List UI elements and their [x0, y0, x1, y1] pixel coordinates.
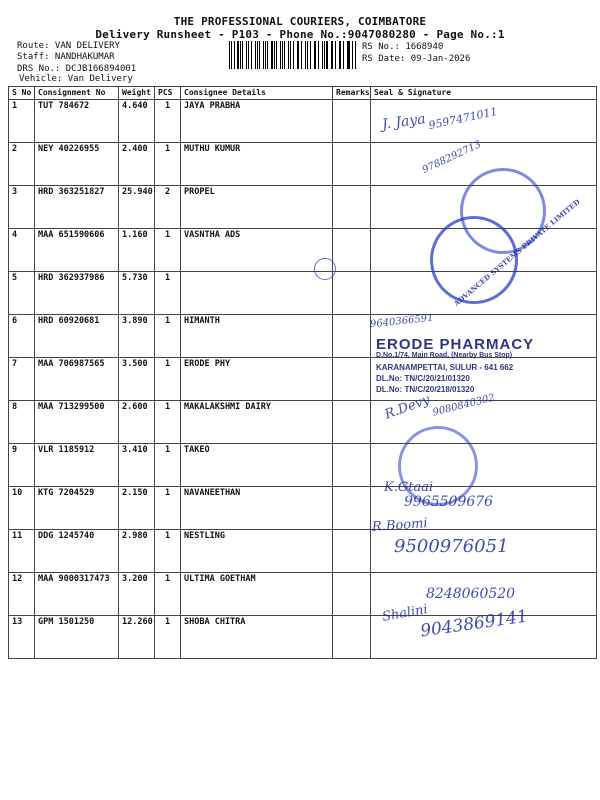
cell-consignee: NAVANEETHAN: [181, 487, 333, 530]
phone-row-6: 9640366591: [369, 312, 435, 331]
cell-pcs: 1: [155, 315, 181, 358]
barcode-bar: [248, 41, 249, 69]
page-title: THE PROFESSIONAL COURIERS, COIMBATORE: [173, 15, 427, 28]
pharmacy-stamp-line4: DL.No: TN/C/20/218/01320: [376, 385, 475, 394]
barcode-bar: [326, 41, 328, 69]
col-header-signature: Seal & Signature: [371, 87, 597, 100]
phone-row-10: 9965509676: [404, 494, 494, 510]
barcode-bar: [301, 41, 302, 69]
cell-consignment-no: NEY 40226955: [35, 143, 119, 186]
cell-sno: 3: [9, 186, 35, 229]
barcode-bar: [251, 41, 253, 69]
cell-sno: 6: [9, 315, 35, 358]
pharmacy-stamp-line1: D.No.1/74, Main Road, (Nearby Bus Stop): [376, 352, 513, 359]
cell-consignee: NESTLING: [181, 530, 333, 573]
barcode-bar: [259, 41, 260, 69]
col-header-consignee: Consignee Details: [181, 87, 333, 100]
barcode-bar: [255, 41, 256, 69]
cell-sno: 9: [9, 444, 35, 487]
cell-weight: 4.640: [119, 100, 155, 143]
barcode-bar: [335, 41, 336, 69]
barcode-bar: [331, 41, 332, 69]
cell-remarks: [333, 401, 371, 444]
cell-remarks: [333, 186, 371, 229]
barcode-bar: [352, 41, 353, 69]
col-header-weight: Weight: [119, 87, 155, 100]
barcode-bar: [282, 41, 283, 69]
drs-label: DRS No.: DCJB166894001: [17, 64, 137, 74]
barcode-bar: [229, 41, 230, 69]
cell-remarks: [333, 229, 371, 272]
barcode-bar: [265, 41, 266, 69]
barcode-bar: [288, 41, 290, 69]
table-row: [9, 401, 597, 444]
cell-remarks: [333, 272, 371, 315]
barcode-bar: [242, 41, 243, 69]
cell-consignment-no: MAA 651590606: [35, 229, 119, 272]
cell-sno: 4: [9, 229, 35, 272]
cell-pcs: 1: [155, 401, 181, 444]
barcode-bar: [237, 41, 239, 69]
barcode-bar: [322, 41, 323, 69]
barcode-bar: [280, 41, 281, 69]
phone-row-13: 9043869141: [419, 606, 530, 642]
cell-sno: 2: [9, 143, 35, 186]
cell-remarks: [333, 530, 371, 573]
cell-consignee: [181, 272, 333, 315]
cell-consignee: HIMANTH: [181, 315, 333, 358]
cell-remarks: [333, 487, 371, 530]
cell-weight: 25.940: [119, 186, 155, 229]
col-header-pcs: PCS: [155, 87, 181, 100]
barcode-bar: [231, 41, 232, 69]
cell-weight: 3.200: [119, 573, 155, 616]
cell-sno: 7: [9, 358, 35, 401]
barcode-bar: [284, 41, 285, 69]
barcode-bar: [240, 41, 241, 69]
cell-weight: 5.730: [119, 272, 155, 315]
barcode-bar: [343, 41, 344, 69]
barcode-bar: [314, 41, 315, 69]
barcode-bar: [290, 41, 291, 69]
barcode-bar: [263, 41, 264, 69]
cell-weight: 12.260: [119, 616, 155, 659]
cell-consignment-no: GPM 1501250: [35, 616, 119, 659]
route-label: Route: VAN DELIVERY: [17, 41, 120, 51]
barcode-bar: [332, 41, 333, 69]
barcode-bar: [246, 41, 247, 69]
barcode-bar: [234, 41, 235, 69]
vehicle-label: Vehicle: Van Delivery: [19, 74, 133, 84]
cell-consignment-no: HRD 363251827: [35, 186, 119, 229]
rs-no-label: RS No.: 1668940: [362, 42, 444, 52]
cell-weight: 2.400: [119, 143, 155, 186]
barcode-bar: [347, 41, 348, 69]
cell-consignment-no: VLR 1185912: [35, 444, 119, 487]
cell-remarks: [333, 100, 371, 143]
cell-consignee: SHOBA CHITRA: [181, 616, 333, 659]
cell-pcs: 1: [155, 100, 181, 143]
col-header-sno: S No: [9, 87, 35, 100]
barcode-bar: [310, 41, 311, 69]
cell-sno: 11: [9, 530, 35, 573]
barcode-bar: [318, 41, 319, 69]
cell-pcs: 1: [155, 143, 181, 186]
cell-consignee: JAYA PRABHA: [181, 100, 333, 143]
cell-pcs: 1: [155, 487, 181, 530]
barcode-bar: [267, 41, 268, 69]
cell-pcs: 1: [155, 358, 181, 401]
phone-row-11: 9500976051: [394, 536, 509, 557]
cell-consignee: MAKALAKSHMI DAIRY: [181, 401, 333, 444]
cell-consignee: MUTHU KUMUR: [181, 143, 333, 186]
staff-label: Staff: NANDHAKUMAR: [17, 52, 115, 62]
cell-weight: 3.410: [119, 444, 155, 487]
cell-consignment-no: KTG 7204529: [35, 487, 119, 530]
rs-date-label: RS Date: 09-Jan-2026: [362, 54, 471, 64]
seal-text: ADVANCED SYSTEMS PRIVATE LIMITED: [452, 197, 582, 308]
barcode-bar: [340, 41, 341, 69]
signature-row-10: K.Gtaai: [384, 480, 434, 495]
cell-consignee: VASNTHA ADS: [181, 229, 333, 272]
cell-weight: 2.600: [119, 401, 155, 444]
barcode-bar: [274, 41, 275, 69]
table-row: [9, 444, 597, 487]
barcode-bar: [305, 41, 306, 69]
barcode-bar: [298, 41, 299, 69]
cell-pcs: 1: [155, 444, 181, 487]
cell-pcs: 1: [155, 573, 181, 616]
cell-weight: 3.890: [119, 315, 155, 358]
cell-remarks: [333, 358, 371, 401]
circled-mark-row-5: [314, 258, 336, 280]
barcode-bar: [315, 41, 316, 69]
phone-row-12: 8248060520: [426, 586, 516, 602]
col-header-consignment: Consignment No: [35, 87, 119, 100]
cell-pcs: 1: [155, 272, 181, 315]
cell-weight: 3.500: [119, 358, 155, 401]
cell-pcs: 1: [155, 229, 181, 272]
cell-consignee: ERODE PHY: [181, 358, 333, 401]
barcode-bar: [324, 41, 325, 69]
barcode-bar: [339, 41, 340, 69]
cell-sno: 1: [9, 100, 35, 143]
barcode-bar: [271, 41, 273, 69]
cell-consignment-no: MAA 706987565: [35, 358, 119, 401]
cell-weight: 1.160: [119, 229, 155, 272]
barcode-bar: [257, 41, 258, 69]
cell-sno: 5: [9, 272, 35, 315]
cell-consignment-no: HRD 60920681: [35, 315, 119, 358]
pharmacy-stamp-name: ERODE PHARMACY: [376, 336, 535, 353]
signature-row-8: R.Devy: [382, 392, 432, 423]
barcode-bar: [348, 41, 350, 69]
cell-remarks: [333, 315, 371, 358]
cell-sno: 10: [9, 487, 35, 530]
cell-pcs: 1: [155, 530, 181, 573]
page-subtitle: Delivery Runsheet - P103 - Phone No.:9047080280 - Page No.:1: [95, 28, 505, 41]
cell-consignment-no: MAA 713299500: [35, 401, 119, 444]
cell-weight: 2.150: [119, 487, 155, 530]
cell-remarks: [333, 444, 371, 487]
cell-consignment-no: TUT 784672: [35, 100, 119, 143]
phone-row-1: 9597471011: [427, 104, 499, 133]
cell-consignment-no: DDG 1245740: [35, 530, 119, 573]
barcode-bar: [293, 41, 294, 69]
cell-sno: 12: [9, 573, 35, 616]
pharmacy-stamp-line2: KARANAMPETTAI, SULUR - 641 662: [376, 363, 514, 372]
cell-remarks: [333, 573, 371, 616]
cell-sno: 13: [9, 616, 35, 659]
barcode-bar: [307, 41, 309, 69]
barcode: [229, 41, 357, 69]
col-header-remarks: Remarks: [333, 87, 371, 100]
cell-remarks: [333, 616, 371, 659]
table-row: [9, 100, 597, 143]
pharmacy-stamp-line3: DL.No: TN/C/20/21/01320: [376, 374, 470, 383]
signature-row-1: J. Jaya: [381, 111, 427, 133]
barcode-bar: [276, 41, 277, 69]
barcode-bar: [355, 41, 356, 69]
phone-row-2: 9788292713: [420, 139, 483, 176]
phone-row-8: 9080840302: [431, 392, 497, 419]
cell-consignee: TAKEO: [181, 444, 333, 487]
signature-row-13: Shalini: [381, 602, 429, 625]
cell-sno: 8: [9, 401, 35, 444]
signature-row-11: R.Boomi: [371, 516, 429, 535]
cell-consignment-no: HRD 362937986: [35, 272, 119, 315]
cell-weight: 2.980: [119, 530, 155, 573]
cell-remarks: [333, 143, 371, 186]
table-header-row: [9, 87, 597, 100]
cell-pcs: 2: [155, 186, 181, 229]
barcode-bar: [297, 41, 298, 69]
cell-consignment-no: MAA 9000317473: [35, 573, 119, 616]
cell-pcs: 1: [155, 616, 181, 659]
cell-consignee: ULTIMA GOETHAM: [181, 573, 333, 616]
table-row: [9, 487, 597, 530]
cell-consignee: PROPEL: [181, 186, 333, 229]
